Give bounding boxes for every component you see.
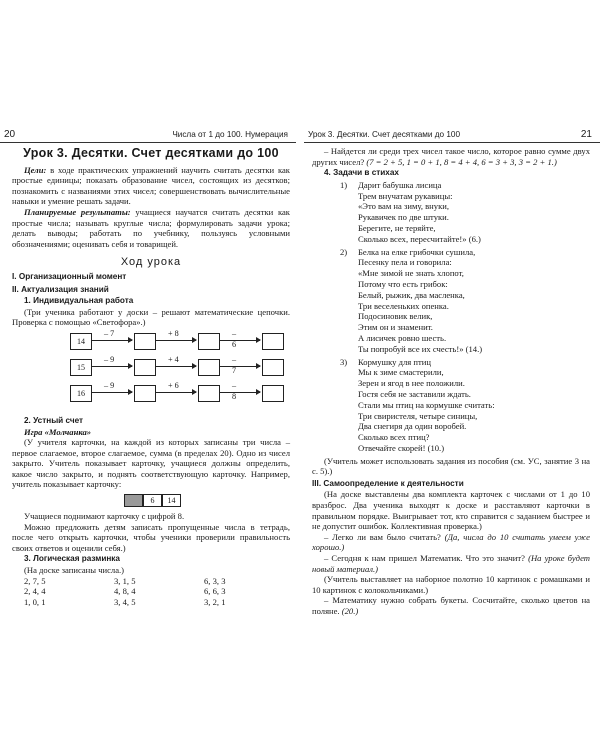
goals-text: в ходе практических упражнений научить считать десятки как простые единицы; показать образование чисел, состоящих из десятков; познакомить с названиями этих чисел; совершенствовать вычислительные навыки и умение решать задачи.: [12, 164, 290, 207]
game-text: (У учителя карточки, на каждой из которых записаны три числа – первое слагаемое, второе слагаемое, сумма (в пределах 20). Одно из чисел закрыто. Учитель показывает карточку, учащиеся должны определить, какое число закрыто, и поднять соответствующую карточку. Например, учитель показывает карточку:: [12, 437, 290, 490]
question-2-answer: (На уроке будет новый материал.): [312, 553, 590, 574]
chain-empty-box: [262, 385, 284, 402]
number-cell: 4, 8, 4: [114, 586, 136, 597]
chain-row: [70, 354, 240, 377]
chain-empty-box: [198, 359, 220, 376]
left-running-title: Числа от 1 до 100. Нумерация: [172, 130, 288, 139]
question-1: [312, 532, 590, 553]
question-2-text: – Сегодня к нам пришел Математик. Что это значит?: [324, 553, 525, 564]
poem-line: А лисичек ровно шесть.: [358, 332, 447, 343]
math-chains: [12, 328, 290, 411]
chain-row: [70, 328, 240, 351]
chain-arrow: [156, 366, 196, 367]
chain-empty-box: [134, 333, 156, 350]
poem-line: «Это вам на зиму, внуки,: [358, 201, 450, 212]
chain-arrow: [92, 366, 132, 367]
chain-empty-box: [134, 385, 156, 402]
poem-1: [340, 180, 590, 245]
poem-line: Песенку пела и говорила:: [358, 257, 452, 268]
lesson-title: Урок 3. Десятки. Счет десятками до 100: [23, 146, 279, 160]
section-1-heading: I. Организационный момент: [12, 271, 127, 281]
number-table: [12, 576, 290, 608]
poem-line: Белка на елке грибочки сушила,: [358, 246, 476, 257]
number-cell: 3, 1, 5: [114, 575, 136, 586]
poem-line: Кормушку для птиц: [358, 356, 431, 367]
poem-line: Потому что есть грибок:: [358, 278, 448, 289]
chain-arrow: [92, 340, 132, 341]
poem-line: Три веселеньких опенка.: [358, 300, 449, 311]
chain-op: + 8: [168, 328, 179, 338]
section-3-heading: III. Самоопределение к деятельности: [312, 478, 464, 488]
left-running-head: [0, 128, 296, 143]
poem-line: Дарит бабушка лисица: [358, 179, 442, 190]
section-3-text-2: (Учитель выставляет на наборное полотно 10 картинок с ромашками и 10 картинок с колокольчиками.): [312, 574, 590, 595]
number-cell: 3, 2, 1: [204, 596, 226, 607]
right-page-number: 21: [580, 129, 592, 140]
poem-line: Сколько всех птиц?: [358, 432, 430, 443]
question-3-text: – Математику нужно собрать букеты. Сосчитайте, сколько цветов на поляне.: [312, 595, 590, 617]
chain-op: – 7: [232, 354, 237, 375]
subsection-3-heading: 3. Логическая разминка: [24, 554, 120, 564]
right-page: [304, 128, 600, 648]
chain-start-box: 15: [70, 359, 92, 376]
number-cell: 6, 6, 3: [204, 586, 226, 597]
question-2: [312, 553, 590, 574]
poem-line: Стали мы птиц на кормушке считать:: [358, 399, 495, 410]
example-card: [124, 494, 290, 507]
question-1-text: – Легко ли вам было считать?: [324, 531, 441, 542]
chain-op: + 6: [168, 380, 179, 390]
poem-line: Зерен и ягод в нее положили.: [358, 378, 465, 389]
subsection-1-heading: 1. Индивидуальная работа: [24, 296, 134, 306]
course-heading: Ход урока: [120, 256, 182, 269]
chain-op: + 4: [168, 354, 179, 364]
subsection-2-heading: 2. Устный счет: [24, 415, 84, 425]
card-hidden-cell: [124, 494, 143, 507]
poem-line: Гостя себя не заставили ждать.: [358, 388, 471, 399]
poem-line: Белый, рыжик, два масленка,: [358, 289, 465, 300]
goals-paragraph: [12, 165, 290, 207]
game-name-text: Игра «Молчанка»: [24, 426, 92, 437]
find-answer: (7 = 2 + 5, 1 = 0 + 1, 8 = 4 + 4, 6 = 3 + 3, 3 = 2 + 1.): [366, 156, 557, 167]
chain-row: [70, 380, 240, 403]
number-cell: 2, 4, 4: [24, 586, 46, 597]
chain-op: – 7: [104, 328, 115, 338]
chain-empty-box: [134, 359, 156, 376]
poem-line: «Мне зимой не знать хлопот,: [358, 268, 464, 279]
results-label: Планируемые результаты:: [24, 206, 131, 217]
poem-line: Этим он и знаменит.: [358, 322, 433, 333]
question-3-answer: (20.): [341, 606, 359, 617]
poem-line: Подосиновик велик,: [358, 311, 433, 322]
poem-number: 1): [340, 179, 348, 190]
chain-start-box: 16: [70, 385, 92, 402]
question-1-answer: (Да, числа до 10 считать умеем уже хорошо.): [312, 531, 590, 553]
poem-line: Сколько всех, пересчитайте!» (6.): [358, 233, 481, 244]
chain-arrow: [220, 392, 260, 393]
chain-empty-box: [262, 333, 284, 350]
chain-op: – 8: [232, 380, 237, 401]
poem-line: Мы к зиме смастерили,: [358, 367, 444, 378]
game-name: [12, 427, 290, 438]
poem-line: Три свиристеля, четыре синицы,: [358, 410, 478, 421]
chain-arrow: [156, 340, 196, 341]
chain-op: – 9: [104, 380, 115, 390]
chain-empty-box: [198, 333, 220, 350]
results-text: учащиеся научатся считать десятки как простые числа; называть круглые числа; формулировать задачи урока; делать выводы; работать по учебнику, пользуясь условными обозначениями; оценивать себя и товарищей.: [12, 206, 290, 249]
chain-arrow: [92, 392, 132, 393]
poem-number: 2): [340, 246, 348, 257]
poem-line: Трем внучатам рукавицы:: [358, 190, 453, 201]
section-2-heading: II. Актуализация знаний: [12, 284, 109, 294]
left-content: [12, 148, 290, 607]
right-running-head: [304, 128, 600, 143]
find-question: [312, 146, 590, 167]
right-running-title: Урок 3. Десятки. Счет десятками до 100: [308, 130, 461, 139]
section-3-text: (На доске выставлены два комплекта карточек с числами от 1 до 10 вразброс. Два ученика выходят к доске и расставляют карточки в правильном порядке. Выигрывает тот, кто справится с заданием быстрее и не допустит ошибок. Коллективная проверка.): [312, 489, 590, 532]
right-content: [312, 146, 590, 617]
results-paragraph: [12, 207, 290, 249]
number-cell: 6, 3, 3: [204, 575, 226, 586]
poem-line: Берегите, не теряйте,: [358, 222, 436, 233]
poem-3: [340, 357, 590, 454]
subsection-1-text: (Три ученика работают у доски – решают математические цепочки. Проверка с помощью «Светофора».): [12, 306, 290, 328]
number-cell: 1, 0, 1: [24, 596, 46, 607]
chain-op: – 6: [232, 328, 237, 349]
chain-arrow: [156, 392, 196, 393]
goals-label: Цели:: [24, 164, 47, 175]
card-cell: 6: [143, 494, 162, 507]
number-cell: 2, 7, 5: [24, 575, 46, 586]
left-page-number: 20: [4, 129, 16, 140]
card-after-text-2: Можно предложить детям записать пропущенные числа в тетрадь, после чего открыть карточки, чтобы ученики проверили правильность своих ответов и оценили себя.): [12, 521, 290, 553]
chain-op: – 9: [104, 354, 115, 364]
chain-empty-box: [262, 359, 284, 376]
teacher-note: (Учитель может использовать задания из пособия (см. УС, занятие 3 на с. 5).): [312, 455, 590, 477]
find-question-text: – Найдется ли среди трех чисел такое число, которое равно сумме двух других чисел?: [312, 146, 590, 167]
poem-line: Два снегиря да один воробей.: [358, 421, 467, 432]
left-page: [0, 128, 296, 648]
chain-arrow: [220, 340, 260, 341]
number-cell: 3, 4, 5: [114, 596, 136, 607]
poem-number: 3): [340, 356, 348, 367]
poem-2: [340, 247, 590, 355]
card-after-text: Учащиеся поднимают карточку с цифрой 8.: [24, 511, 185, 522]
poem-line: Рукавичек по две штуки.: [358, 212, 449, 223]
chain-empty-box: [198, 385, 220, 402]
subsection-4-heading: 4. Задачи в стихах: [324, 168, 399, 178]
poem-line: Отвечайте скорей! (10.): [358, 442, 445, 453]
chain-arrow: [220, 366, 260, 367]
chain-start-box: 14: [70, 333, 92, 350]
subsection-3-text: (На доске записаны числа.): [24, 565, 125, 576]
question-3: [312, 595, 590, 616]
card-cell: 14: [162, 494, 181, 507]
poem-line: Ты попробуй все их счесть!» (14.): [358, 343, 483, 354]
